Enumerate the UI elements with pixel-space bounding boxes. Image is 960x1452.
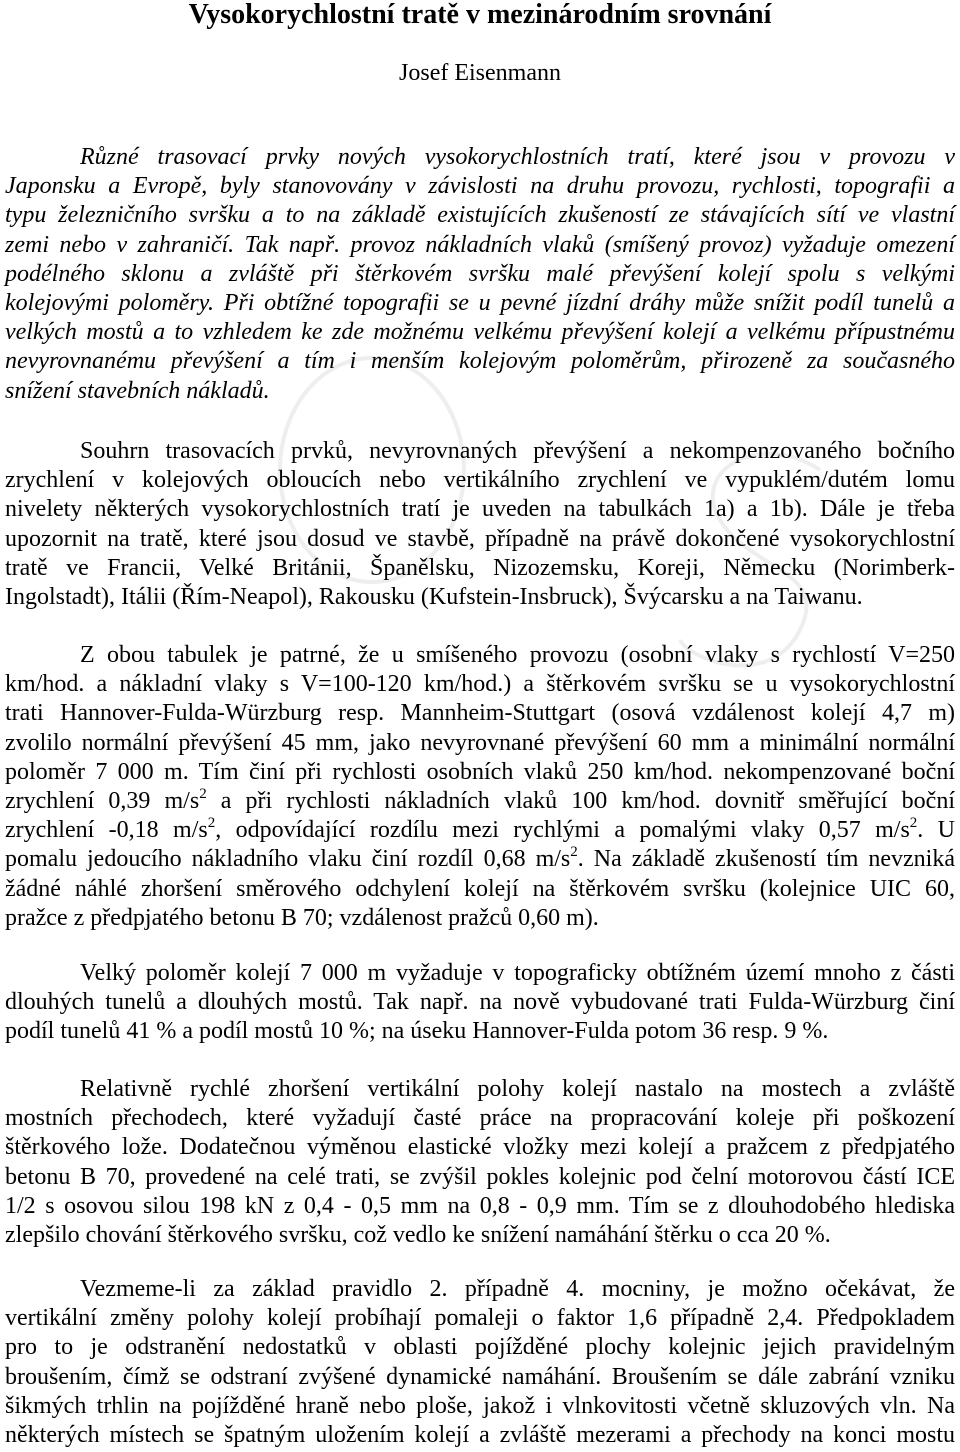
text-line: kolejovými poloměry. Při obtížné topografii se u pevné jízdní dráhy může snížit podíl tunelů a [5,290,955,317]
text-line: zlepšilo chování štěrkového svršku, což vedlo ke snížení namáhání štěrku o cca 20 %. [5,1222,831,1249]
text-line: velkých mostů a to vzhledem ke zde možnému velkému převýšení kolejí a velkému přípustnému [5,319,955,346]
text-line: žádné náhlé zhoršení směrového odchylení kolejí na štěrkovém svršku (kolejnice UIC 60, [5,875,955,902]
text-line: Z obou tabulek je patrné, že u smíšeného provozu (osobní vlaky s rychlostí V=250 [80,642,955,668]
superscript: 2 [207,815,216,832]
text-segment: pomalu jedoucího nákladního vlaku činí rozdíl 0,68 m/s [5,846,571,873]
text-line: betonu B 70, provedené na celé trati, se zvýšil pokles kolejnic pod čelní motorovou částí ICE [5,1163,955,1190]
text-line: podélného sklonu a zvláště při štěrkovém svršku malé převýšení kolejí spolu s velkými [5,260,955,287]
text-line: zvolilo normální převýšení 45 mm, jako nevyrovnané převýšení 60 mm a minimální normální [5,729,955,756]
text-line [5,787,955,816]
text-line: Vezmeme-li za základ pravidlo 2. případně 4. mocniny, je možno očekávat, že [80,1276,955,1302]
text-line: vertikální změny polohy kolejí probíhají pomaleji o faktor 1,6 případně 2,4. Předpokladem [5,1305,955,1332]
text-segment: zrychlení 0,39 m/s [5,788,200,815]
text-line: typu železničního svršku a to na základě existujících zkušeností ze stávajících sítí ve vlastní [5,202,955,229]
paragraph [5,1275,955,1450]
text-line: broušením, čímž se odstraní zvýšené dynamické namáhání. Broušením se dále zabrání vzniku [5,1363,955,1390]
text-line: zemi nebo v zahraničí. Tak např. provoz nákladních vlaků (smíšený provoz) vyžaduje omezení [5,231,955,258]
text-line: nivelety některých vysokorychlostních tratí je uveden na tabulkách 1a) a 1b). Dále je třeba [5,496,955,523]
document-author: Josef Eisenmann [399,60,561,86]
text-line: trati Hannover-Fulda-Würzburg resp. Mannheim-Stuttgart (osová vzdálenost kolejí 4,7 m) [5,700,955,727]
text-segment: . Na základě zkušeností tím nevzniká [577,846,955,873]
text-line: Různé trasovací prvky nových vysokorychlostních tratí, které jsou v provozu v [80,144,955,170]
text-line: Velký poloměr kolejí 7 000 m vyžaduje v topograficky obtížném území mnoho z části [80,960,955,986]
document-title: Vysokorychlostní tratě v mezinárodním srovnání [188,0,772,30]
text-line: zrychlení v kolejových obloucích nebo vertikálního zrychlení ve vypuklém/dutém lomu [5,467,955,494]
text-segment: , odpovídající rozdílu mezi rychlými a pomalými vlaky 0,57 m/s [215,817,910,844]
paragraph-abstract [5,143,955,406]
paragraph [5,437,955,612]
superscript: 2 [570,844,578,861]
superscript: 2 [909,815,918,832]
text-line [5,816,955,845]
text-line: podíl tunelů 41 % a podíl mostů 10 %; na úseku Hannover-Fulda potom 36 resp. 9 %. [5,1018,829,1045]
text-line: upozornit na tratě, které jsou dosud ve stavbě, případně na právě dokončené vysokorychlostní [5,525,955,552]
text-line: pro to je odstranění nedostatků v oblasti pojížděné plochy kolejnic jejich pravidelným [5,1334,955,1361]
text-line: nevyrovnanému převýšení a tím i menším kolejovým poloměrům, přirozeně za současného [5,348,955,375]
text-line: Souhrn trasovacích prvků, nevyrovnaných převýšení a nekompenzovaného bočního [80,438,955,464]
text-line: snížení stavebních nákladů. [5,377,270,404]
text-segment: . U [917,817,956,844]
paragraph [5,959,955,1047]
text-line: štěrkového lože. Dodatečnou výměnou elastické vložky mezi kolejí a pražcem z předpjatého [5,1134,955,1161]
text-line: Relativně rychlé zhoršení vertikální polohy kolejí nastalo na mostech a zvláště [80,1076,955,1102]
text-segment: a při rychlosti nákladních vlaků 100 km/hod. dovnitř směřující boční [206,788,955,815]
superscript: 2 [199,786,207,803]
text-line: tratě ve Francii, Velké Británii, Španělsku, Nizozemsku, Koreji, Německu (Norimberk- [5,554,955,581]
text-line: některých místech se špatným uložením kolejí a zvláště mezerami a přechody na konci mostu [5,1422,955,1449]
text-line: mostních přechodech, které vyžadují časté práce na propracování koleje při poškození [5,1105,955,1132]
text-line: 1/2 s osovou silou 198 kN z 0,4 - 0,5 mm na 0,8 - 0,9 mm. Tím se z dlouhodobého hlediska [5,1192,955,1219]
text-line [5,845,955,874]
text-segment: zrychlení -0,18 m/s [5,817,208,844]
paragraph [5,641,955,933]
text-line: pražce z předpjatého betonu B 70; vzdálenost pražců 0,60 m). [5,904,599,931]
paragraph [5,1075,955,1250]
text-line: poloměr 7 000 m. Tím činí při rychlosti osobních vlaků 250 km/hod. nekompenzované boční [5,758,955,785]
text-line: šikmých trhlin na pojížděné hraně nebo ploše, jakož i vlnkovitosti včetně skluzových vln. Na [5,1392,955,1419]
text-line: dlouhých tunelů a dlouhých mostů. Tak např. na nově vybudované trati Fulda-Würzburg činí [5,989,955,1016]
text-line: Japonsku a Evropě, byly stanovovány v závislosti na druhu provozu, rychlosti, topografii a [5,173,955,200]
text-line: km/hod. a nákladní vlaky s V=100-120 km/hod.) a štěrkovém svršku se u vysokorychlostní [5,671,955,698]
text-line: Ingolstadt), Itálii (Řím-Neapol), Rakousku (Kufstein-Insbruck), Švýcarsku a na Taiwanu. [5,584,863,611]
